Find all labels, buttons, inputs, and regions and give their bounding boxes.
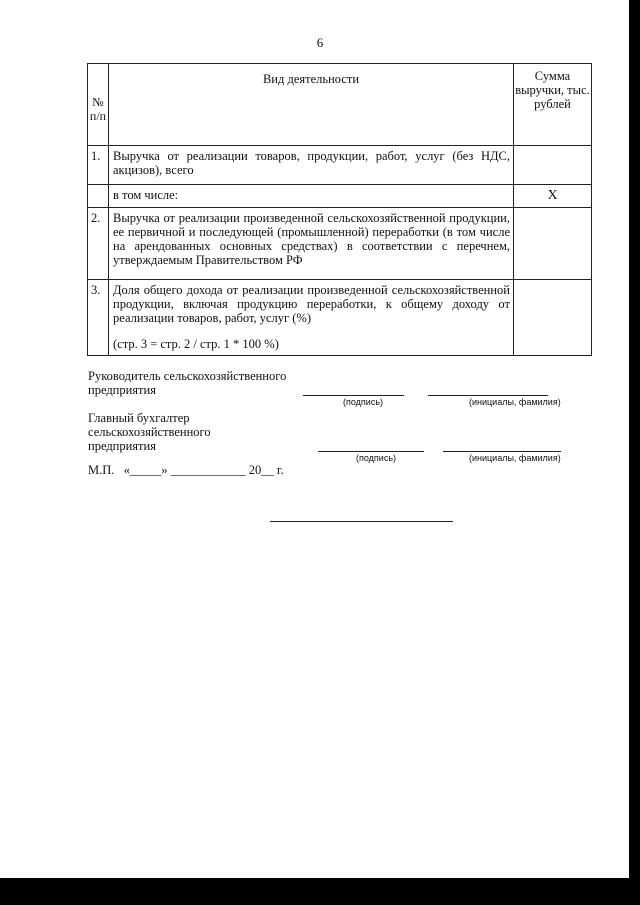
accountant-title-line3: предприятия [88,439,156,453]
accountant-signature-line [318,451,424,452]
row-text-cell [109,280,514,356]
row-value [514,280,592,356]
row-formula: (стр. 3 = стр. 2 / стр. 1 * 100 %) [113,337,279,351]
scan-edge-right [629,0,640,878]
accountant-initials-line [443,451,561,452]
table-row [88,185,592,208]
accountant-initials-caption: (инициалы, фамилия) [469,453,561,463]
accountant-signature-caption: (подпись) [356,453,397,463]
header-sum: Сумма выручки, тыс. рублей [514,64,592,146]
closing-rule [270,521,453,522]
row-number [88,185,109,208]
accountant-title-line2: сельскохозяйственного [88,425,211,439]
row-value [514,146,592,185]
row-number: 1. [88,146,109,185]
head-signature-caption: (подпись) [343,397,384,407]
table-row [88,146,592,185]
row-text: Выручка от реализации произведенной сельскохозяйственной продукции, ее первичной и последующей (промышленной) переработки (в том числе на арендованных основных средствах) в соответствии с перечнем, утверждаемым Правительством РФ [109,208,514,280]
stamp-date-line: М.П. «_____» ____________ 20__ г. [88,463,284,477]
row-number: 2. [88,208,109,280]
row-value [514,208,592,280]
scan-edge-bottom [0,878,640,905]
header-number: № п/п [88,64,109,146]
table-row [88,208,592,280]
row-text: Выручка от реализации товаров, продукции, работ, услуг (без НДС, акцизов), всего [109,146,514,185]
accountant-title-line1: Главный бухгалтер [88,411,190,425]
revenue-table [87,63,592,356]
row-number: 3. [88,280,109,356]
head-title-line2: предприятия [88,383,156,397]
row-text: Доля общего дохода от реализации произведенной сельскохозяйственной продукции, включая продукцию переработки, к общему доходу от реализации товаров, работ, услуг (%) [113,283,510,325]
row-text: в том числе: [109,185,514,208]
table-header-row [88,64,592,146]
head-initials-caption: (инициалы, фамилия) [469,397,561,407]
page-number: 6 [316,35,324,50]
head-signature-line [303,395,404,396]
row-value: X [514,185,592,208]
table-row [88,280,592,356]
head-initials-line [428,395,548,396]
head-title-line1: Руководитель сельскохозяйственного [88,369,287,383]
header-activity: Вид деятельности [109,64,514,146]
